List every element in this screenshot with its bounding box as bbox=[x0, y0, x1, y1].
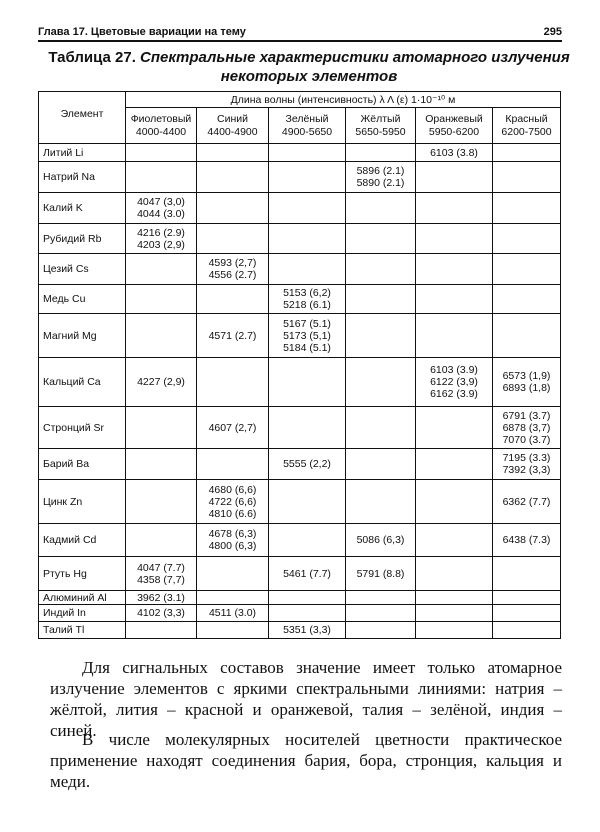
element-name: Цезий Cs bbox=[39, 254, 126, 285]
element-name: Магний Mg bbox=[39, 314, 126, 358]
table-row bbox=[39, 285, 561, 314]
band-range: 4000-4400 bbox=[135, 125, 187, 138]
wavelength-cell bbox=[416, 524, 493, 557]
wavelength-value: 4810 (6.6) bbox=[208, 507, 257, 520]
wavelength-cell bbox=[126, 254, 197, 285]
wavelength-cell bbox=[346, 622, 416, 639]
wavelength-cell bbox=[197, 144, 269, 162]
wavelength-value: 4678 (6,3) bbox=[208, 528, 257, 540]
wavelength-cell bbox=[197, 162, 269, 193]
wavelength-cell bbox=[269, 622, 346, 639]
wavelength-cell bbox=[493, 557, 561, 591]
table-row bbox=[39, 314, 561, 358]
wavelength-cell bbox=[269, 358, 346, 407]
wavelength-value: 5173 (5,1) bbox=[283, 329, 331, 342]
wavelength-cell bbox=[416, 224, 493, 254]
element-name: Талий Tl bbox=[39, 622, 126, 639]
wavelength-cell bbox=[346, 193, 416, 224]
wavelength-value: 6878 (3,7) bbox=[502, 421, 551, 434]
wavelength-cell bbox=[493, 449, 561, 480]
wavelength-cell bbox=[126, 591, 197, 605]
wavelength-cell bbox=[269, 254, 346, 285]
element-name: Барий Ba bbox=[39, 449, 126, 480]
wavelength-cell bbox=[346, 224, 416, 254]
wavelength-cell bbox=[493, 480, 561, 524]
wavelength-cell bbox=[493, 193, 561, 224]
wavelength-value: 4593 (2,7) bbox=[208, 257, 257, 269]
wavelength-cell bbox=[197, 449, 269, 480]
wavelength-cell bbox=[126, 605, 197, 622]
table-title bbox=[44, 48, 574, 86]
band-name: Зелёный bbox=[285, 112, 329, 125]
wavelength-cell bbox=[493, 524, 561, 557]
wavelength-value: 7195 (3.3) bbox=[502, 452, 551, 464]
paragraph-molecular-carriers: В числе молекулярных носителей цветности практическое применение находят соединения бария, бора, стронция, кальция и меди. bbox=[50, 730, 562, 791]
wavelength-cell bbox=[269, 144, 346, 162]
table-row bbox=[39, 557, 561, 591]
wavelength-value: 3962 (3.1) bbox=[137, 591, 185, 604]
wavelength-cell bbox=[269, 193, 346, 224]
wavelength-cell bbox=[269, 557, 346, 591]
wavelength-value: 5896 (2.1) bbox=[356, 165, 405, 177]
wavelength-cell bbox=[346, 144, 416, 162]
wavelength-cell bbox=[416, 193, 493, 224]
wavelength-cell bbox=[197, 285, 269, 314]
wavelength-value: 4607 (2,7) bbox=[208, 421, 257, 434]
wavelength-cell bbox=[126, 407, 197, 449]
table-row bbox=[39, 622, 561, 639]
paragraph-signal-compositions: Для сигнальных составов значение имеет только атомарное излучение элементов с яркими спектральными линиями: натрия – жёлтой, лития – красной и оранжевой, талия – зелёной, индия – синей. bbox=[50, 658, 562, 740]
wavelength-cell bbox=[197, 591, 269, 605]
wavelength-value: 5461 (7.7) bbox=[283, 567, 331, 580]
wavelength-value: 6162 (3.9) bbox=[430, 388, 478, 400]
wavelength-value: 6573 (1,9) bbox=[502, 370, 551, 382]
band-range: 4900-5650 bbox=[281, 125, 333, 138]
band-range: 5950-6200 bbox=[428, 125, 480, 138]
wavelength-value: 4047 (7.7) bbox=[137, 561, 185, 574]
table-row bbox=[39, 162, 561, 193]
wavelength-value: 6791 (3.7) bbox=[502, 409, 551, 422]
wavelength-value: 6362 (7.7) bbox=[502, 495, 551, 508]
wavelength-cell bbox=[126, 193, 197, 224]
wavelength-value: 6103 (3.8) bbox=[430, 146, 478, 159]
element-name: Натрий Na bbox=[39, 162, 126, 193]
table-row bbox=[39, 193, 561, 224]
band-header bbox=[126, 108, 197, 144]
wavelength-cell bbox=[346, 358, 416, 407]
table-row bbox=[39, 480, 561, 524]
wavelength-value: 5555 (2,2) bbox=[283, 458, 331, 470]
wavelength-value: 4722 (6,6) bbox=[208, 495, 257, 508]
wavelength-cell bbox=[126, 449, 197, 480]
wavelength-cell bbox=[346, 557, 416, 591]
wavelength-value: 7070 (3.7) bbox=[502, 433, 551, 446]
wavelength-cell bbox=[269, 285, 346, 314]
table-row bbox=[39, 254, 561, 285]
element-name: Рубидий Rb bbox=[39, 224, 126, 254]
band-name: Красный bbox=[505, 112, 548, 125]
wavelength-cell bbox=[416, 480, 493, 524]
wavelength-cell bbox=[416, 314, 493, 358]
wavelength-cell bbox=[416, 622, 493, 639]
element-name: Кадмий Cd bbox=[39, 524, 126, 557]
wavelength-cell bbox=[197, 254, 269, 285]
element-name: Медь Cu bbox=[39, 285, 126, 314]
wavelength-value: 4571 (2.7) bbox=[208, 329, 257, 342]
table-caption: Спектральные характеристики атомарного излучения некоторых элементов bbox=[140, 49, 570, 85]
wavelength-cell bbox=[416, 162, 493, 193]
band-header bbox=[493, 108, 561, 144]
wavelength-value: 4047 (3,0) bbox=[137, 196, 185, 208]
element-name: Алюминий Al bbox=[39, 591, 126, 605]
spectral-table bbox=[38, 91, 561, 639]
wavelength-cell bbox=[197, 605, 269, 622]
wavelength-cell bbox=[197, 524, 269, 557]
band-header bbox=[416, 108, 493, 144]
wavelength-cell bbox=[346, 162, 416, 193]
wavelength-value: 4216 (2.9) bbox=[137, 226, 185, 239]
wavelength-value: 5890 (2.1) bbox=[356, 177, 405, 189]
table-row bbox=[39, 358, 561, 407]
wavelength-cell bbox=[416, 407, 493, 449]
element-name: Ртуть Hg bbox=[39, 557, 126, 591]
element-name: Литий Li bbox=[39, 144, 126, 162]
wavelength-cell bbox=[346, 254, 416, 285]
wavelength-cell bbox=[493, 358, 561, 407]
wavelength-cell bbox=[197, 193, 269, 224]
wavelength-cell bbox=[493, 622, 561, 639]
wavelength-cell bbox=[493, 254, 561, 285]
wavelength-value: 5351 (3,3) bbox=[283, 624, 331, 636]
wavelength-cell bbox=[269, 524, 346, 557]
wavelength-cell bbox=[197, 557, 269, 591]
wavelength-cell bbox=[269, 162, 346, 193]
band-range: 4400-4900 bbox=[207, 125, 258, 138]
wavelength-cell bbox=[416, 557, 493, 591]
table-row bbox=[39, 144, 561, 162]
element-column-header: Элемент bbox=[39, 92, 126, 144]
wavelength-value: 4358 (7,7) bbox=[137, 573, 185, 586]
wavelength-cell bbox=[269, 224, 346, 254]
wavelength-cell bbox=[416, 285, 493, 314]
wavelength-value: 5167 (5.1) bbox=[283, 317, 331, 330]
wavelength-cell bbox=[416, 254, 493, 285]
wavelength-cell bbox=[416, 591, 493, 605]
wavelength-cell bbox=[197, 314, 269, 358]
page-number: 295 bbox=[543, 26, 562, 38]
band-header bbox=[269, 108, 346, 144]
element-name: Калий K bbox=[39, 193, 126, 224]
element-name: Индий In bbox=[39, 605, 126, 622]
wavelength-value: 4511 (3.0) bbox=[208, 607, 257, 619]
wavelength-cell bbox=[346, 407, 416, 449]
wavelength-cell bbox=[493, 591, 561, 605]
table-row bbox=[39, 407, 561, 449]
wavelength-cell bbox=[197, 480, 269, 524]
wavelength-cell bbox=[197, 224, 269, 254]
wavelength-value: 6122 (3,9) bbox=[430, 376, 478, 388]
band-header bbox=[346, 108, 416, 144]
wavelength-cell bbox=[126, 285, 197, 314]
wavelength-value: 5153 (6,2) bbox=[283, 287, 331, 299]
running-head bbox=[38, 26, 562, 42]
table-row bbox=[39, 605, 561, 622]
wavelength-cell bbox=[126, 224, 197, 254]
wavelength-value: 6103 (3.9) bbox=[430, 364, 478, 376]
wavelength-cell bbox=[493, 144, 561, 162]
wavelength-value: 4203 (2,9) bbox=[137, 238, 185, 251]
wavelength-cell bbox=[126, 314, 197, 358]
band-header bbox=[197, 108, 269, 144]
table-row bbox=[39, 591, 561, 605]
wavelength-cell bbox=[269, 314, 346, 358]
wavelength-cell bbox=[197, 622, 269, 639]
band-name: Фиолетовый bbox=[130, 112, 192, 125]
band-range: 5650-5950 bbox=[355, 125, 406, 138]
wavelength-value: 5791 (8.8) bbox=[356, 567, 405, 580]
wavelength-cell bbox=[126, 358, 197, 407]
wavelength-value: 6893 (1,8) bbox=[502, 382, 551, 394]
wavelength-cell bbox=[126, 162, 197, 193]
wavelength-value: 7392 (3,3) bbox=[502, 464, 551, 476]
wavelength-cell bbox=[416, 144, 493, 162]
wavelength-cell bbox=[416, 358, 493, 407]
wavelength-cell bbox=[416, 449, 493, 480]
wavelength-cell bbox=[346, 605, 416, 622]
wavelength-cell bbox=[346, 524, 416, 557]
band-name: Синий bbox=[217, 112, 248, 125]
wavelength-cell bbox=[126, 622, 197, 639]
wavelength-span-header: Длина волны (интенсивность) λ Λ (ε) 1·10⁻¹⁰ м bbox=[126, 92, 561, 108]
wavelength-cell bbox=[493, 605, 561, 622]
wavelength-value: 4800 (6,3) bbox=[208, 540, 257, 552]
wavelength-cell bbox=[346, 449, 416, 480]
table-label: Таблица 27. bbox=[48, 49, 136, 66]
wavelength-cell bbox=[493, 162, 561, 193]
wavelength-cell bbox=[126, 524, 197, 557]
element-name: Кальций Ca bbox=[39, 358, 126, 407]
wavelength-cell bbox=[269, 449, 346, 480]
table-row bbox=[39, 524, 561, 557]
wavelength-cell bbox=[346, 285, 416, 314]
wavelength-value: 5184 (5.1) bbox=[283, 341, 331, 354]
wavelength-cell bbox=[126, 144, 197, 162]
wavelength-value: 5218 (6.1) bbox=[283, 299, 331, 311]
wavelength-cell bbox=[269, 591, 346, 605]
wavelength-value: 4556 (2.7) bbox=[208, 269, 257, 281]
chapter-title: Глава 17. Цветовые вариации на тему bbox=[38, 26, 246, 38]
wavelength-cell bbox=[493, 224, 561, 254]
band-range: 6200-7500 bbox=[501, 125, 552, 138]
wavelength-cell bbox=[493, 285, 561, 314]
wavelength-cell bbox=[126, 480, 197, 524]
wavelength-cell bbox=[269, 407, 346, 449]
table-row bbox=[39, 449, 561, 480]
wavelength-cell bbox=[346, 314, 416, 358]
wavelength-value: 4227 (2,9) bbox=[137, 376, 185, 388]
wavelength-cell bbox=[346, 480, 416, 524]
wavelength-cell bbox=[493, 407, 561, 449]
wavelength-value: 4680 (6,6) bbox=[208, 483, 257, 496]
wavelength-cell bbox=[416, 605, 493, 622]
element-name: Цинк Zn bbox=[39, 480, 126, 524]
wavelength-cell bbox=[197, 358, 269, 407]
wavelength-value: 6438 (7.3) bbox=[502, 534, 551, 546]
wavelength-cell bbox=[126, 557, 197, 591]
wavelength-cell bbox=[493, 314, 561, 358]
wavelength-value: 4102 (3,3) bbox=[137, 607, 185, 619]
wavelength-cell bbox=[346, 591, 416, 605]
wavelength-cell bbox=[269, 605, 346, 622]
wavelength-value: 5086 (6,3) bbox=[356, 534, 405, 546]
element-name: Стронций Sr bbox=[39, 407, 126, 449]
band-name: Жёлтый bbox=[360, 112, 401, 125]
band-name: Оранжевый bbox=[425, 112, 483, 125]
table-row bbox=[39, 224, 561, 254]
wavelength-cell bbox=[197, 407, 269, 449]
wavelength-cell bbox=[269, 480, 346, 524]
wavelength-value: 4044 (3.0) bbox=[137, 208, 185, 220]
